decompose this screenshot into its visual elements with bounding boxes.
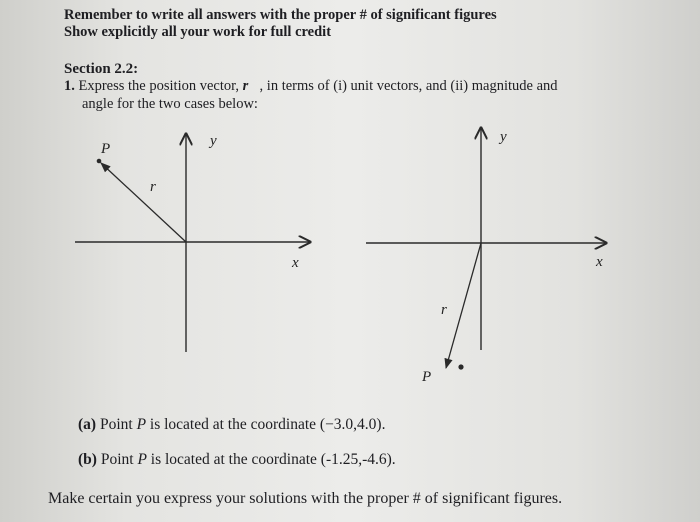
part-a-var: P bbox=[136, 416, 147, 433]
part-b-label: (b) bbox=[78, 451, 97, 468]
diagram-right bbox=[366, 128, 606, 385]
footer-instruction: Make certain you express your solutions with the proper # of significant figures. bbox=[48, 490, 563, 507]
right-point-p-dot bbox=[458, 364, 463, 369]
left-x-label: x bbox=[292, 255, 299, 271]
question-number: 1. bbox=[64, 78, 75, 94]
instruction-show-work: Show explicitly all your work for full credit bbox=[64, 24, 332, 40]
instruction-sig-figs: Remember to write all answers with the proper # of significant figures bbox=[64, 7, 497, 23]
right-y-label: y bbox=[500, 129, 507, 145]
part-b-var: P bbox=[137, 451, 147, 468]
vector-symbol: r⃗ bbox=[242, 78, 260, 94]
part-b-text-pre: Point bbox=[100, 451, 134, 468]
part-a-text-pre: Point bbox=[99, 416, 133, 433]
left-position-vector bbox=[101, 163, 186, 242]
left-point-label: P bbox=[101, 141, 111, 157]
part-a-label: (a) bbox=[78, 416, 97, 433]
left-point-p-dot bbox=[97, 159, 102, 164]
part-b-text-post: is located at the coordinate (-1.25,-4.6). bbox=[150, 451, 396, 468]
right-x-label: x bbox=[596, 254, 603, 270]
part-a bbox=[78, 416, 385, 434]
left-y-label: y bbox=[210, 133, 217, 149]
question-1-line2: angle for the two cases below: bbox=[82, 96, 258, 112]
diagram-left bbox=[75, 133, 310, 352]
right-vector-label: r⃗ bbox=[441, 302, 459, 318]
left-vector-label: r⃗ bbox=[150, 179, 168, 195]
right-point-label: P bbox=[422, 369, 432, 385]
question-text-part1: Express the position vector, bbox=[78, 78, 239, 94]
question-text-part2: , in terms of (i) unit vectors, and (ii) magnitude and bbox=[259, 78, 558, 94]
part-b bbox=[78, 451, 396, 469]
part-a-text-post: is located at the coordinate (−3.0,4.0). bbox=[149, 416, 386, 433]
section-title: Section 2.2: bbox=[64, 61, 139, 77]
